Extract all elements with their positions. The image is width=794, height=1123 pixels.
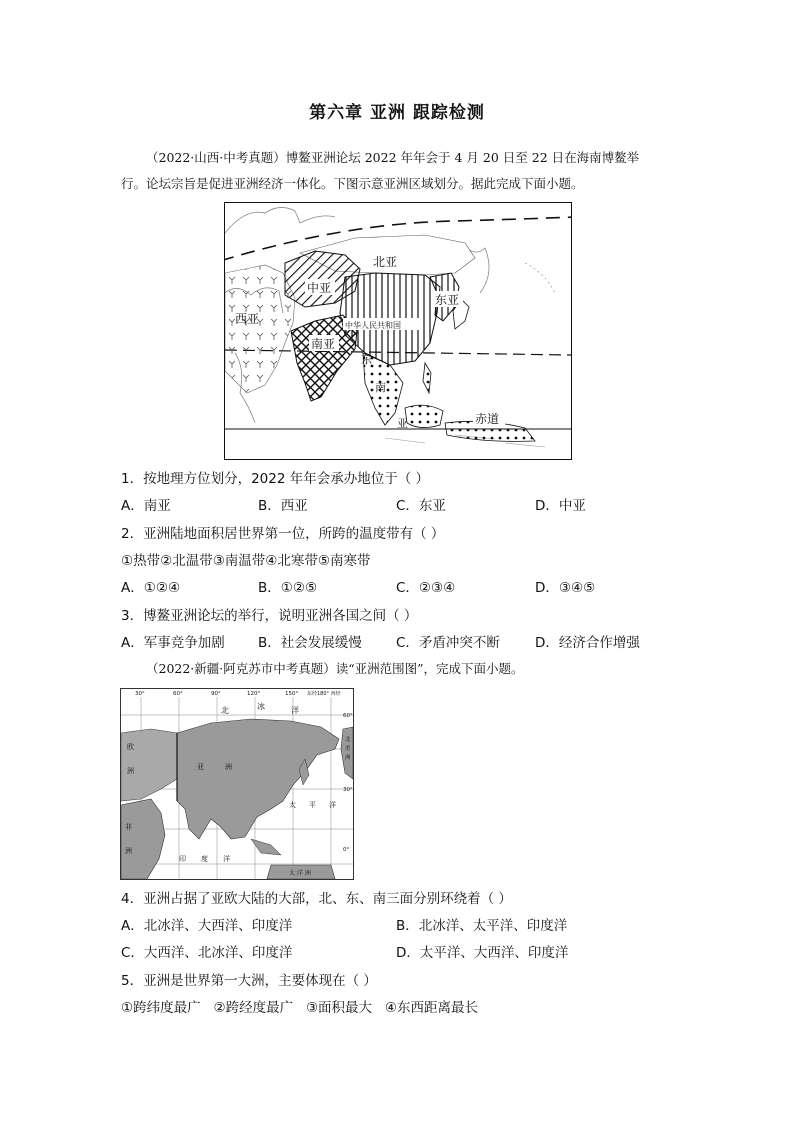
question-3-stem: 3．博鳌亚洲论坛的举行，说明亚洲各国之间（ ） xyxy=(121,608,418,624)
question-2-option-b[interactable]: B．①②⑤ xyxy=(258,580,318,596)
question-2-choices: ①热带②北温带③南温带④北寒带⑤南寒带 xyxy=(121,553,371,569)
lon-label: 30° xyxy=(135,691,145,697)
arctic-ocean-label-3: 洋 xyxy=(291,706,299,715)
arctic-ocean-label-2: 冰 xyxy=(257,702,265,711)
pacific-ocean-label-1: 太 xyxy=(289,801,296,809)
lon-label: 东经180° 西经 xyxy=(307,691,341,697)
intro-1-line-2: 行。论坛宗旨是促进亚洲经济一体化。下图示意亚洲区域划分。据此完成下面小题。 xyxy=(121,176,584,191)
southeast-asia-island xyxy=(405,405,443,427)
question-3-option-a[interactable]: A．军事竞争加剧 xyxy=(121,635,225,651)
coastline xyxy=(225,207,335,233)
southeast-asia-label-1: 东 xyxy=(361,353,372,366)
north-america-label-1: 北 xyxy=(345,737,351,743)
lat-label: 0° xyxy=(343,847,350,853)
southeast-asia-island xyxy=(423,363,431,393)
question-4-option-d[interactable]: D．太平洋、大西洋、印度洋 xyxy=(396,945,569,961)
asia-region-map xyxy=(224,202,572,460)
lon-label: 150° xyxy=(285,691,299,697)
europe-label-2: 洲 xyxy=(127,767,134,775)
china-label: 中华人民共和国 xyxy=(345,321,401,330)
africa-label-1: 非 xyxy=(125,823,132,831)
asia-label-2: 洲 xyxy=(225,763,232,771)
africa-landmass xyxy=(121,799,165,879)
page-title: 第六章 亚洲 跟踪检测 xyxy=(309,103,485,123)
question-1-option-c[interactable]: C．东亚 xyxy=(396,498,446,514)
west-asia-label: 西亚 xyxy=(235,312,260,326)
question-3-option-b[interactable]: B．社会发展缓慢 xyxy=(258,635,362,651)
lon-label: 90° xyxy=(211,691,221,697)
question-1-option-b[interactable]: B．西亚 xyxy=(258,498,308,514)
central-asia-label: 中亚 xyxy=(307,281,332,295)
intro-2: （2022·新疆·阿克苏市中考真题）读“亚洲范围图”，完成下面小题。 xyxy=(146,661,524,676)
pacific-ocean-label-3: 洋 xyxy=(329,801,336,809)
north-america-label-2: 美 xyxy=(345,746,351,752)
coastline xyxy=(525,263,555,293)
question-2-option-d[interactable]: D．③④⑤ xyxy=(535,580,596,596)
question-2-option-c[interactable]: C．②③④ xyxy=(396,580,456,596)
north-america-label-3: 洲 xyxy=(345,755,351,761)
lon-label: 120° xyxy=(247,691,261,697)
indian-ocean-label-2: 度 xyxy=(201,855,208,863)
question-4-stem: 4．亚洲占据了亚欧大陆的大部，北、东、南三面分别环绕着（ ） xyxy=(121,891,512,907)
pacific-ocean-label-2: 平 xyxy=(309,801,316,809)
east-asia-label: 东亚 xyxy=(435,293,460,307)
question-2-option-a[interactable]: A．①②④ xyxy=(121,580,181,596)
question-5-stem: 5．亚洲是世界第一大洲，主要体现在（ ） xyxy=(121,973,377,989)
indian-ocean-label-3: 洋 xyxy=(223,855,230,863)
southeast-asia-label-2: 南 xyxy=(375,381,386,394)
north-america-landmass xyxy=(341,727,353,779)
asia-label-1: 亚 xyxy=(197,763,204,771)
question-3-option-c[interactable]: C．矛盾冲突不断 xyxy=(396,635,500,651)
lat-label: 60° xyxy=(343,713,353,719)
lon-label: 60° xyxy=(173,691,183,697)
indian-ocean-label-1: 印 xyxy=(179,855,186,863)
arctic-ocean-label-1: 北 xyxy=(221,706,229,715)
island xyxy=(251,839,281,855)
lat-label: 30° xyxy=(343,787,353,793)
question-1-option-a[interactable]: A．南亚 xyxy=(121,498,171,514)
europe-landmass xyxy=(121,729,177,801)
question-4-option-b[interactable]: B．北冰洋、太平洋、印度洋 xyxy=(396,918,568,934)
question-2-stem: 2．亚洲陆地面积居世界第一位，所跨的温度带有（ ） xyxy=(121,526,445,542)
asia-extent-map xyxy=(120,688,354,880)
question-3-option-d[interactable]: D．经济合作增强 xyxy=(535,635,640,651)
europe-label-1: 欧 xyxy=(127,743,134,751)
intro-1-line-1: （2022·山西·中考真题）博鳌亚洲论坛 2022 年年会于 4 月 20 日至 22 日在海南博鳌举 xyxy=(146,150,640,165)
oceania-label: 大 洋 洲 xyxy=(289,870,311,877)
south-asia-label: 南亚 xyxy=(311,337,336,351)
question-1-stem: 1．按地理方位划分，2022 年年会承办地位于（ ） xyxy=(121,471,430,487)
question-4-option-c[interactable]: C．大西洋、北冰洋、印度洋 xyxy=(121,945,293,961)
question-4-option-a[interactable]: A．北冰洋、大西洋、印度洋 xyxy=(121,918,293,934)
north-asia-label: 北亚 xyxy=(373,255,398,269)
asia-landmass xyxy=(177,719,339,839)
africa-label-2: 洲 xyxy=(125,847,132,855)
equator-label: 赤道 xyxy=(475,412,500,426)
southeast-asia-label-3: 亚 xyxy=(397,417,408,430)
question-1-option-d[interactable]: D．中亚 xyxy=(535,498,586,514)
question-5-choices: ①跨纬度最广 ②跨经度最广 ③面积最大 ④东西距离最长 xyxy=(121,1000,479,1016)
